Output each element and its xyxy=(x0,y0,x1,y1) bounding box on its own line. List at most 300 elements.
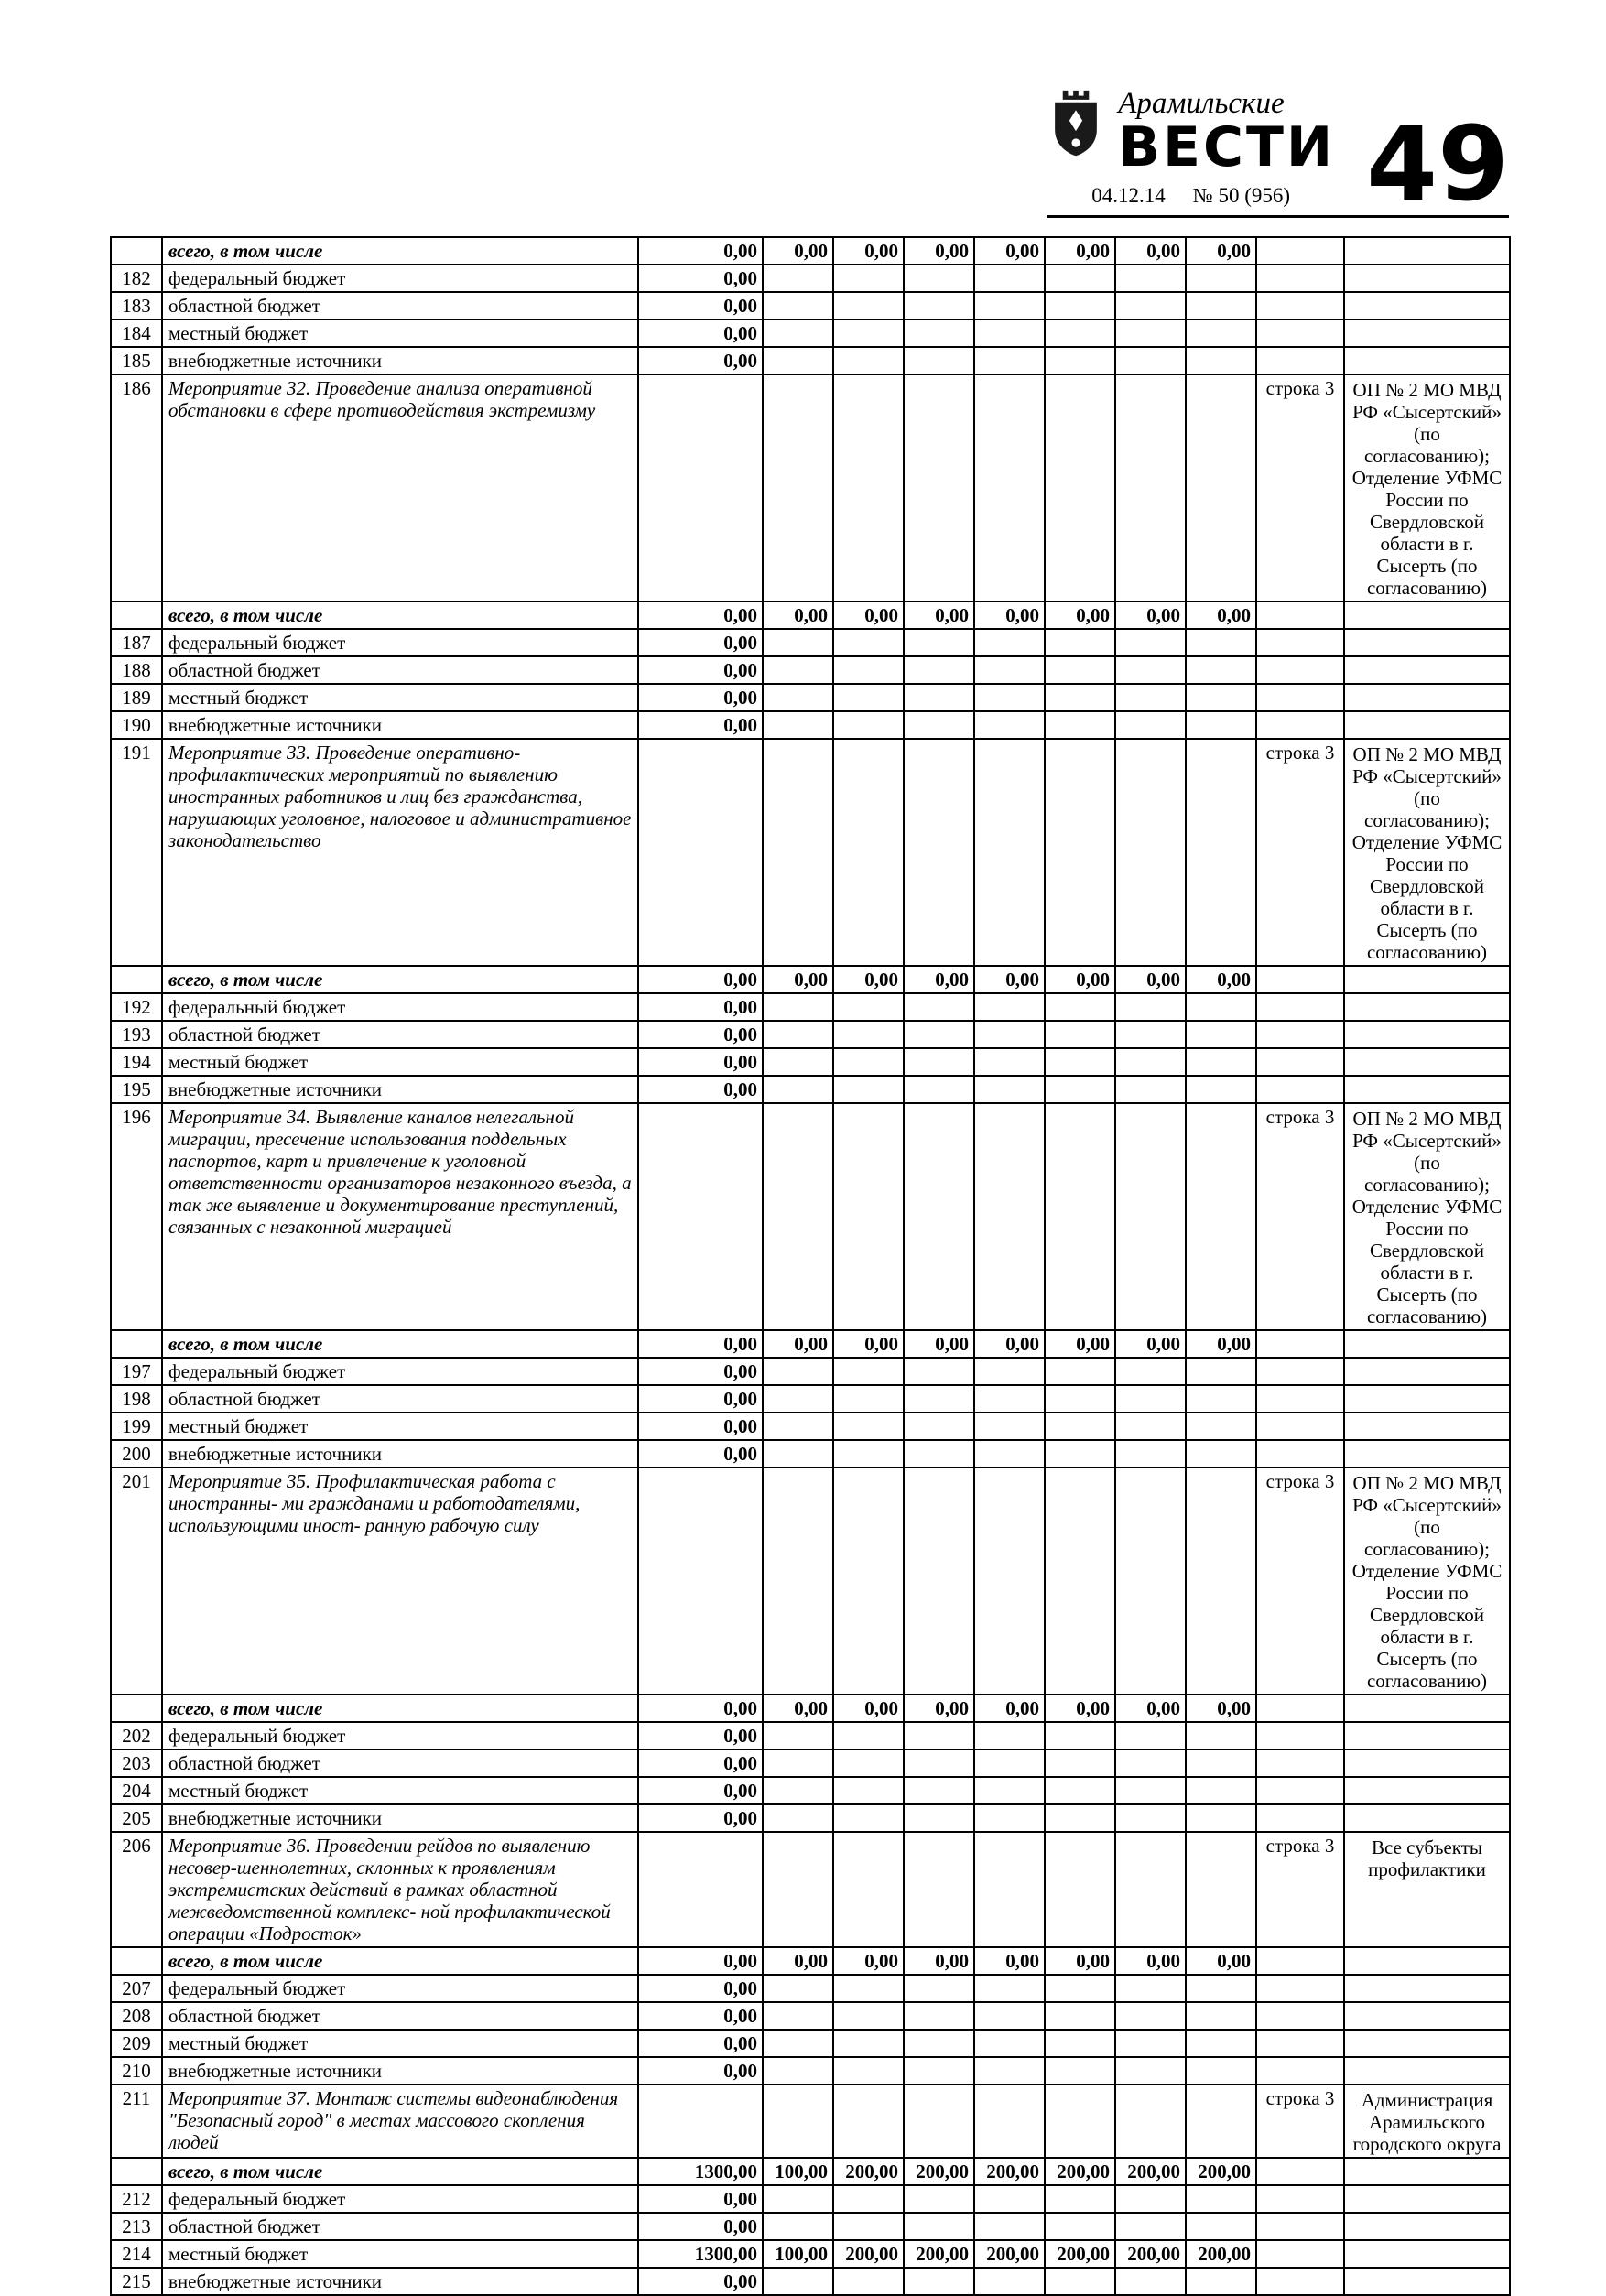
value-cell: 0,00 xyxy=(638,2057,763,2085)
value-cell xyxy=(904,2085,974,2158)
value-cell xyxy=(974,1385,1045,1413)
value-cell xyxy=(974,993,1045,1021)
value-cell: 200,00 xyxy=(1045,2240,1115,2268)
value-cell xyxy=(1186,2030,1256,2057)
table-row xyxy=(111,2213,1510,2240)
value-cell: 0,00 xyxy=(1115,601,1186,629)
value-cell xyxy=(904,656,974,684)
responsible-cell xyxy=(1344,2057,1510,2085)
table-row xyxy=(111,993,1510,1021)
value-cell: 0,00 xyxy=(833,1330,904,1358)
value-cell: 0,00 xyxy=(638,1413,763,1440)
value-cell xyxy=(904,347,974,374)
value-cell xyxy=(1186,2185,1256,2213)
table-row xyxy=(111,711,1510,739)
stroka-cell xyxy=(1256,1695,1344,1722)
value-cell: 0,00 xyxy=(974,1330,1045,1358)
value-cell xyxy=(904,739,974,966)
value-cell xyxy=(1045,2057,1115,2085)
value-cell xyxy=(833,2185,904,2213)
value-cell xyxy=(974,684,1045,711)
row-number-cell xyxy=(111,966,162,993)
row-label-cell: федеральный бюджет xyxy=(162,629,638,656)
table-row xyxy=(111,237,1510,265)
value-cell xyxy=(833,1832,904,1947)
value-cell: 1300,00 xyxy=(638,2240,763,2268)
value-cell xyxy=(974,1413,1045,1440)
issue-info xyxy=(1047,184,1335,208)
value-cell: 200,00 xyxy=(1115,2240,1186,2268)
value-cell xyxy=(1045,2085,1115,2158)
value-cell xyxy=(1115,1777,1186,1804)
row-label-cell: Мероприятие 37. Монтаж системы видеонаблюдения "Безопасный город" в местах массового скопления людей xyxy=(162,2085,638,2158)
value-cell: 0,00 xyxy=(763,1947,833,1975)
value-cell xyxy=(638,1832,763,1947)
value-cell xyxy=(1045,1777,1115,1804)
value-cell xyxy=(974,1103,1045,1330)
value-cell: 0,00 xyxy=(638,1804,763,1832)
value-cell xyxy=(1186,2085,1256,2158)
stroka-cell xyxy=(1256,1385,1344,1413)
row-label-cell: федеральный бюджет xyxy=(162,1358,638,1385)
table-row xyxy=(111,374,1510,601)
value-cell xyxy=(1115,1804,1186,1832)
responsible-cell xyxy=(1344,2185,1510,2213)
value-cell xyxy=(1186,1385,1256,1413)
responsible-cell xyxy=(1344,1777,1510,1804)
value-cell xyxy=(1045,684,1115,711)
row-number-cell: 192 xyxy=(111,993,162,1021)
value-cell xyxy=(1186,2057,1256,2085)
value-cell xyxy=(1115,684,1186,711)
brand-name-top: Арамильские xyxy=(1118,87,1285,120)
value-cell xyxy=(904,2268,974,2295)
value-cell xyxy=(974,1076,1045,1103)
value-cell xyxy=(1115,2030,1186,2057)
value-cell: 0,00 xyxy=(638,265,763,292)
table-row xyxy=(111,966,1510,993)
row-number-cell: 204 xyxy=(111,1777,162,1804)
row-label-cell: местный бюджет xyxy=(162,1048,638,1076)
stroka-cell: строка 3 xyxy=(1256,2085,1344,2158)
value-cell xyxy=(1186,1777,1256,1804)
value-cell: 0,00 xyxy=(1115,1330,1186,1358)
value-cell: 200,00 xyxy=(904,2240,974,2268)
row-number-cell: 212 xyxy=(111,2185,162,2213)
value-cell xyxy=(974,1358,1045,1385)
row-number-cell: 209 xyxy=(111,2030,162,2057)
value-cell: 0,00 xyxy=(638,1076,763,1103)
table-row xyxy=(111,1385,1510,1413)
value-cell xyxy=(1045,319,1115,347)
value-cell: 0,00 xyxy=(904,1695,974,1722)
row-label-cell: Мероприятие 35. Профилактическая работа с иностранны- ми гражданами и работодателями, использующими иност- ранную рабочую силу xyxy=(162,1467,638,1695)
row-number-cell: 202 xyxy=(111,1722,162,1749)
value-cell xyxy=(1115,2002,1186,2030)
row-number-cell xyxy=(111,2158,162,2185)
value-cell xyxy=(1045,2185,1115,2213)
responsible-cell xyxy=(1344,966,1510,993)
table-row xyxy=(111,1048,1510,1076)
value-cell: 0,00 xyxy=(638,993,763,1021)
table-row xyxy=(111,1975,1510,2002)
value-cell xyxy=(833,2085,904,2158)
value-cell xyxy=(1045,656,1115,684)
row-number-cell: 214 xyxy=(111,2240,162,2268)
value-cell xyxy=(1045,265,1115,292)
table-row xyxy=(111,1832,1510,1947)
table-row xyxy=(111,2030,1510,2057)
value-cell xyxy=(1186,1804,1256,1832)
value-cell xyxy=(904,2057,974,2085)
responsible-cell xyxy=(1344,1413,1510,1440)
row-number-cell xyxy=(111,1947,162,1975)
value-cell xyxy=(974,265,1045,292)
value-cell xyxy=(974,292,1045,319)
responsible-cell: ОП № 2 МО МВД РФ «Сысертский» (по согласованию); Отделение УФМС России по Свердловской области в г. Сысерть (по согласованию) xyxy=(1344,1467,1510,1695)
stroka-cell xyxy=(1256,265,1344,292)
value-cell xyxy=(1186,993,1256,1021)
value-cell xyxy=(904,1804,974,1832)
value-cell: 200,00 xyxy=(974,2158,1045,2185)
value-cell xyxy=(833,1413,904,1440)
stroka-cell xyxy=(1256,1048,1344,1076)
table-row xyxy=(111,347,1510,374)
table-row xyxy=(111,1467,1510,1695)
value-cell: 0,00 xyxy=(638,1358,763,1385)
value-cell: 200,00 xyxy=(1186,2158,1256,2185)
value-cell: 200,00 xyxy=(1045,2158,1115,2185)
value-cell xyxy=(1115,1076,1186,1103)
row-number-cell: 193 xyxy=(111,1021,162,1048)
value-cell: 0,00 xyxy=(638,601,763,629)
row-label-cell: местный бюджет xyxy=(162,319,638,347)
stroka-cell xyxy=(1256,2185,1344,2213)
row-label-cell: местный бюджет xyxy=(162,2030,638,2057)
table-row xyxy=(111,1749,1510,1777)
table-row xyxy=(111,2268,1510,2295)
row-label-cell: всего, в том числе xyxy=(162,601,638,629)
responsible-cell xyxy=(1344,1804,1510,1832)
value-cell xyxy=(1186,265,1256,292)
value-cell xyxy=(1115,374,1186,601)
value-cell xyxy=(833,1076,904,1103)
responsible-cell xyxy=(1344,2030,1510,2057)
page-number: 49 xyxy=(1366,104,1509,224)
row-number-cell: 187 xyxy=(111,629,162,656)
value-cell: 0,00 xyxy=(833,601,904,629)
value-cell xyxy=(1186,347,1256,374)
value-cell xyxy=(833,1777,904,1804)
value-cell xyxy=(904,1975,974,2002)
value-cell: 0,00 xyxy=(638,1330,763,1358)
responsible-cell xyxy=(1344,684,1510,711)
value-cell xyxy=(1186,1103,1256,1330)
value-cell: 0,00 xyxy=(1115,237,1186,265)
value-cell xyxy=(1115,2268,1186,2295)
value-cell xyxy=(833,629,904,656)
value-cell xyxy=(763,1440,833,1467)
responsible-cell xyxy=(1344,1749,1510,1777)
value-cell xyxy=(763,319,833,347)
value-cell xyxy=(904,1021,974,1048)
responsible-cell xyxy=(1344,601,1510,629)
value-cell xyxy=(1186,1722,1256,1749)
table-row xyxy=(111,292,1510,319)
value-cell: 0,00 xyxy=(1045,1330,1115,1358)
row-number-cell: 205 xyxy=(111,1804,162,1832)
stroka-cell xyxy=(1256,2268,1344,2295)
stroka-cell: строка 3 xyxy=(1256,1467,1344,1695)
stroka-cell xyxy=(1256,2240,1344,2268)
row-label-cell: всего, в том числе xyxy=(162,237,638,265)
stroka-cell xyxy=(1256,2002,1344,2030)
responsible-cell xyxy=(1344,1695,1510,1722)
row-number-cell: 208 xyxy=(111,2002,162,2030)
value-cell xyxy=(833,1440,904,1467)
value-cell xyxy=(763,292,833,319)
row-label-cell: внебюджетные источники xyxy=(162,2268,638,2295)
value-cell xyxy=(1186,656,1256,684)
value-cell xyxy=(904,629,974,656)
value-cell xyxy=(833,684,904,711)
value-cell xyxy=(974,1975,1045,2002)
value-cell: 0,00 xyxy=(638,2030,763,2057)
value-cell xyxy=(1186,1021,1256,1048)
value-cell: 0,00 xyxy=(638,1749,763,1777)
value-cell xyxy=(763,739,833,966)
stroka-cell xyxy=(1256,1440,1344,1467)
stroka-cell xyxy=(1256,2158,1344,2185)
value-cell xyxy=(904,1358,974,1385)
value-cell xyxy=(974,711,1045,739)
value-cell: 0,00 xyxy=(763,601,833,629)
value-cell xyxy=(763,374,833,601)
row-label-cell: областной бюджет xyxy=(162,1021,638,1048)
value-cell: 0,00 xyxy=(904,966,974,993)
responsible-cell xyxy=(1344,1385,1510,1413)
value-cell xyxy=(763,1103,833,1330)
value-cell xyxy=(833,347,904,374)
value-cell xyxy=(1115,265,1186,292)
value-cell: 0,00 xyxy=(1045,601,1115,629)
value-cell: 0,00 xyxy=(638,2213,763,2240)
responsible-cell xyxy=(1344,292,1510,319)
value-cell: 0,00 xyxy=(1186,1330,1256,1358)
value-cell xyxy=(833,993,904,1021)
value-cell xyxy=(1115,1021,1186,1048)
value-cell: 0,00 xyxy=(638,1385,763,1413)
value-cell xyxy=(763,1413,833,1440)
value-cell xyxy=(1115,739,1186,966)
responsible-cell xyxy=(1344,1440,1510,1467)
table-row xyxy=(111,1103,1510,1330)
value-cell: 0,00 xyxy=(638,966,763,993)
stroka-cell xyxy=(1256,2213,1344,2240)
responsible-cell xyxy=(1344,2213,1510,2240)
row-label-cell: федеральный бюджет xyxy=(162,993,638,1021)
value-cell xyxy=(833,1048,904,1076)
value-cell xyxy=(974,319,1045,347)
value-cell: 200,00 xyxy=(1186,2240,1256,2268)
value-cell xyxy=(833,2213,904,2240)
value-cell xyxy=(833,1804,904,1832)
row-label-cell: всего, в том числе xyxy=(162,966,638,993)
value-cell xyxy=(1115,1440,1186,1467)
row-number-cell: 190 xyxy=(111,711,162,739)
value-cell: 0,00 xyxy=(974,966,1045,993)
value-cell xyxy=(974,1467,1045,1695)
value-cell: 0,00 xyxy=(833,1695,904,1722)
value-cell xyxy=(974,2185,1045,2213)
row-label-cell: местный бюджет xyxy=(162,684,638,711)
value-cell xyxy=(763,2057,833,2085)
value-cell: 0,00 xyxy=(833,966,904,993)
table-row xyxy=(111,1330,1510,1358)
value-cell xyxy=(833,1975,904,2002)
value-cell: 200,00 xyxy=(833,2158,904,2185)
value-cell xyxy=(1045,1975,1115,2002)
table-row xyxy=(111,1947,1510,1975)
responsible-cell xyxy=(1344,629,1510,656)
value-cell xyxy=(974,2002,1045,2030)
value-cell: 0,00 xyxy=(638,2002,763,2030)
value-cell xyxy=(1115,292,1186,319)
row-number-cell xyxy=(111,1330,162,1358)
value-cell xyxy=(1045,1413,1115,1440)
responsible-cell xyxy=(1344,711,1510,739)
value-cell xyxy=(1115,2085,1186,2158)
value-cell xyxy=(1115,1048,1186,1076)
value-cell xyxy=(1045,2268,1115,2295)
value-cell xyxy=(974,1749,1045,1777)
row-label-cell: местный бюджет xyxy=(162,2240,638,2268)
stroka-cell xyxy=(1256,629,1344,656)
value-cell xyxy=(833,656,904,684)
responsible-cell xyxy=(1344,2002,1510,2030)
responsible-cell xyxy=(1344,1021,1510,1048)
responsible-cell: ОП № 2 МО МВД РФ «Сысертский» (по согласованию); Отделение УФМС России по Свердловской области в г. Сысерть (по согласованию) xyxy=(1344,739,1510,966)
row-label-cell: всего, в том числе xyxy=(162,1695,638,1722)
value-cell xyxy=(1115,629,1186,656)
table-row xyxy=(111,1722,1510,1749)
table-row xyxy=(111,2185,1510,2213)
table-row xyxy=(111,684,1510,711)
value-cell xyxy=(763,1722,833,1749)
budget-table-body xyxy=(111,237,1510,2295)
stroka-cell xyxy=(1256,656,1344,684)
stroka-cell: строка 3 xyxy=(1256,1832,1344,1947)
value-cell: 0,00 xyxy=(974,237,1045,265)
value-cell xyxy=(1045,1385,1115,1413)
row-label-cell: внебюджетные источники xyxy=(162,1440,638,1467)
value-cell xyxy=(904,1076,974,1103)
table-row xyxy=(111,1440,1510,1467)
value-cell xyxy=(833,2268,904,2295)
value-cell xyxy=(1186,2268,1256,2295)
value-cell: 0,00 xyxy=(1186,601,1256,629)
row-number-cell xyxy=(111,237,162,265)
value-cell xyxy=(904,1749,974,1777)
value-cell xyxy=(1186,1749,1256,1777)
stroka-cell xyxy=(1256,684,1344,711)
row-label-cell: Мероприятие 32. Проведение анализа оперативной обстановки в сфере противодействия экстремизму xyxy=(162,374,638,601)
row-number-cell: 201 xyxy=(111,1467,162,1695)
row-number-cell: 195 xyxy=(111,1076,162,1103)
value-cell: 100,00 xyxy=(763,2158,833,2185)
row-number-cell: 189 xyxy=(111,684,162,711)
value-cell xyxy=(1186,374,1256,601)
table-row xyxy=(111,1777,1510,1804)
stroka-cell xyxy=(1256,2057,1344,2085)
responsible-cell xyxy=(1344,656,1510,684)
value-cell xyxy=(763,1749,833,1777)
responsible-cell xyxy=(1344,237,1510,265)
value-cell xyxy=(904,374,974,601)
value-cell xyxy=(763,1021,833,1048)
responsible-cell xyxy=(1344,265,1510,292)
table-row xyxy=(111,265,1510,292)
row-label-cell: областной бюджет xyxy=(162,656,638,684)
responsible-cell xyxy=(1344,2158,1510,2185)
table-row xyxy=(111,1695,1510,1722)
value-cell xyxy=(1045,1358,1115,1385)
budget-table xyxy=(110,236,1511,2296)
responsible-cell xyxy=(1344,1048,1510,1076)
value-cell xyxy=(833,292,904,319)
value-cell xyxy=(1045,1722,1115,1749)
table-row xyxy=(111,629,1510,656)
value-cell xyxy=(638,1103,763,1330)
value-cell xyxy=(974,1048,1045,1076)
value-cell xyxy=(763,2002,833,2030)
row-label-cell: областной бюджет xyxy=(162,1749,638,1777)
table-row xyxy=(111,2057,1510,2085)
value-cell xyxy=(763,1777,833,1804)
value-cell: 0,00 xyxy=(638,1695,763,1722)
value-cell xyxy=(763,2185,833,2213)
value-cell: 0,00 xyxy=(1186,1695,1256,1722)
value-cell xyxy=(1045,711,1115,739)
value-cell xyxy=(1186,319,1256,347)
value-cell: 1300,00 xyxy=(638,2158,763,2185)
row-label-cell: всего, в том числе xyxy=(162,1947,638,1975)
value-cell xyxy=(1115,1358,1186,1385)
value-cell xyxy=(833,1467,904,1695)
value-cell: 0,00 xyxy=(638,1777,763,1804)
row-number-cell: 206 xyxy=(111,1832,162,1947)
value-cell: 0,00 xyxy=(833,237,904,265)
value-cell xyxy=(1115,1975,1186,2002)
table-row xyxy=(111,1804,1510,1832)
row-label-cell: внебюджетные источники xyxy=(162,347,638,374)
value-cell xyxy=(1115,1467,1186,1695)
value-cell: 0,00 xyxy=(638,1048,763,1076)
value-cell xyxy=(974,1777,1045,1804)
value-cell xyxy=(1045,374,1115,601)
row-number-cell: 182 xyxy=(111,265,162,292)
value-cell xyxy=(833,1021,904,1048)
value-cell xyxy=(638,1467,763,1695)
value-cell xyxy=(1115,2057,1186,2085)
stroka-cell xyxy=(1256,1749,1344,1777)
value-cell xyxy=(763,629,833,656)
masthead xyxy=(1047,87,1509,224)
value-cell xyxy=(1186,1467,1256,1695)
row-label-cell: областной бюджет xyxy=(162,292,638,319)
value-cell xyxy=(904,2213,974,2240)
stroka-cell: строка 3 xyxy=(1256,739,1344,966)
